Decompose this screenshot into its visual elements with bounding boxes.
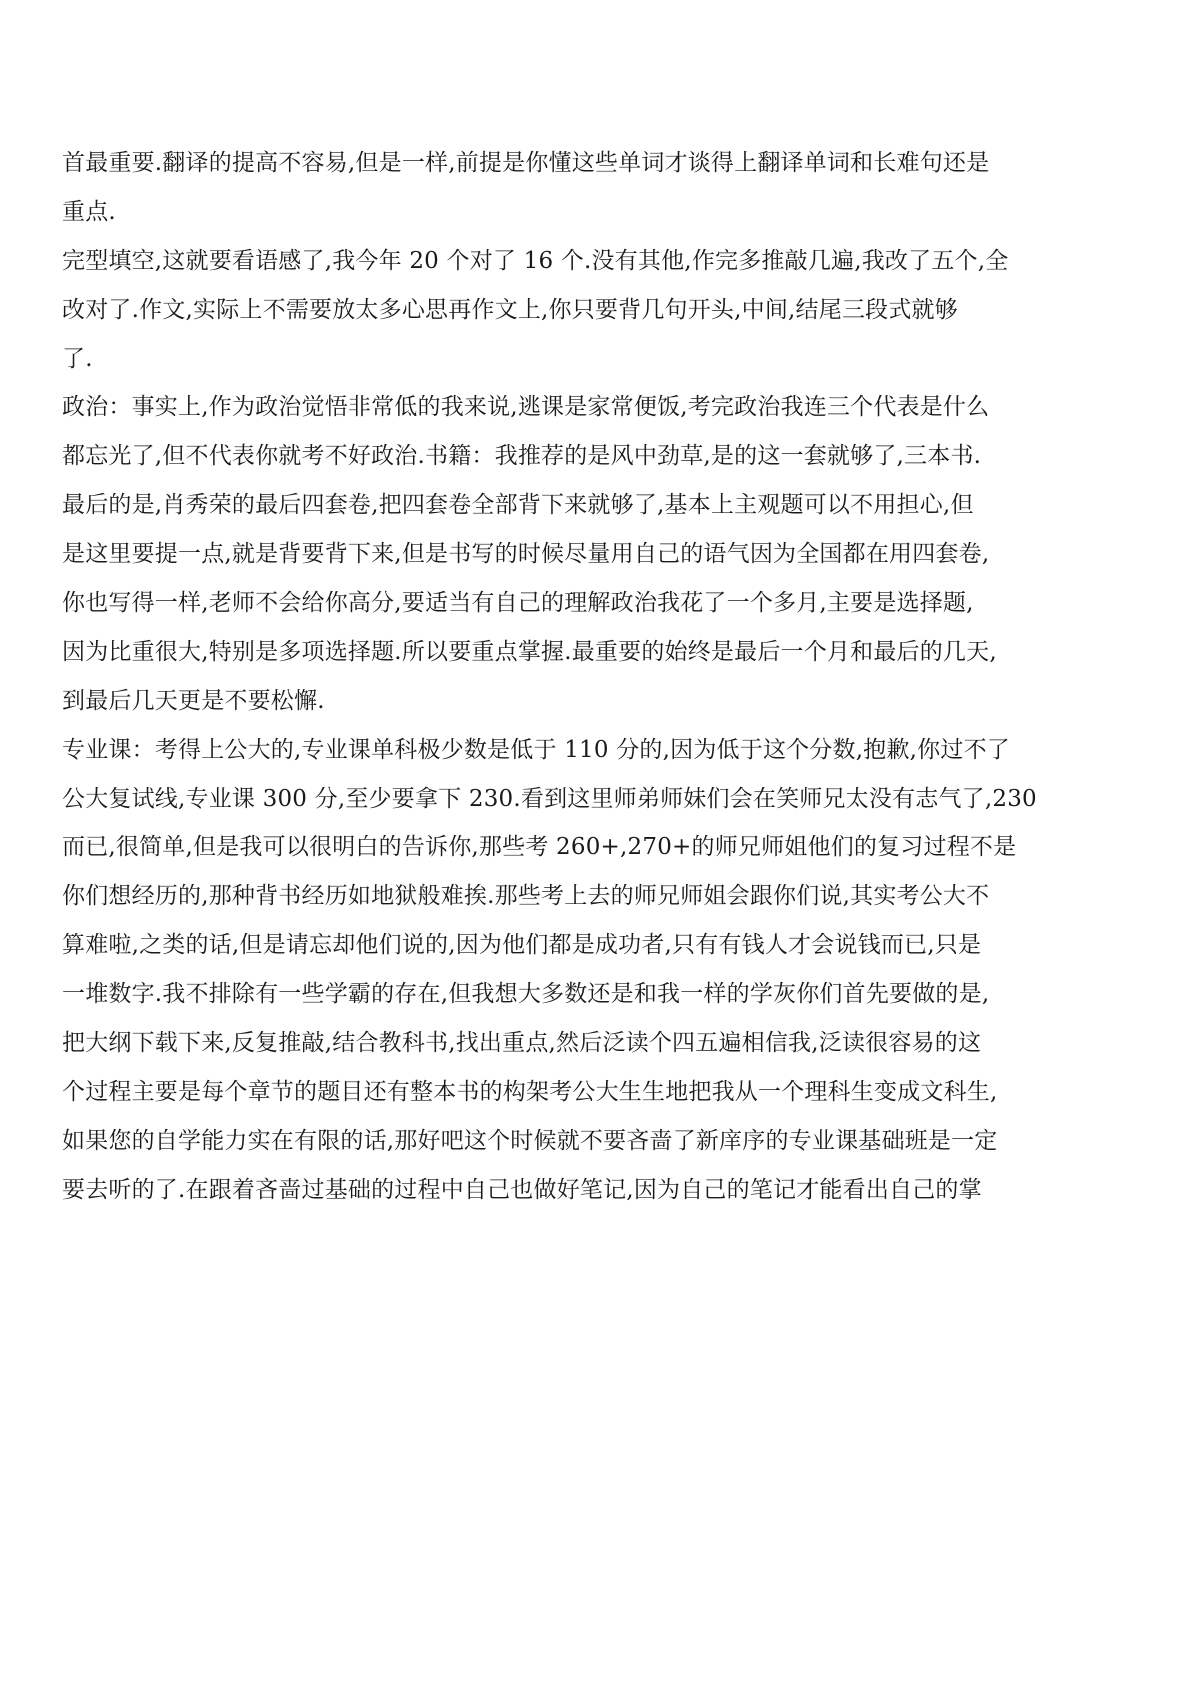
text-line: 把大纲下载下来,反复推敲,结合教科书,找出重点,然后泛读个四五遍相信我,泛读很容易的这 (62, 1030, 982, 1057)
text-line: 你也写得一样,老师不会给你高分,要适当有自己的理解政治我花了一个多月,主要是选择题, (62, 590, 974, 617)
text-line: 到最后几天更是不要松懈. (62, 687, 325, 714)
text-line: 个过程主要是每个章节的题目还有整本书的构架考公大生生地把我从一个理科生变成文科生, (62, 1078, 998, 1105)
text-line: 要去听的了.在跟着吝啬过基础的过程中自己也做好笔记,因为自己的笔记才能看出自己的掌 (62, 1176, 982, 1203)
text-line: 了. (62, 345, 93, 372)
text-line: 都忘光了,但不代表你就考不好政治.书籍：我推荐的是风中劲草,是的这一套就够了,三本书. (62, 443, 982, 470)
text-line: 是这里要提一点,就是背要背下来,但是书写的时候尽量用自己的语气因为全国都在用四套卷, (62, 541, 990, 568)
text-line: 公大复试线,专业课 300 分,至少要拿下 230.看到这里师弟师妹们会在笑师兄太没有志气了,230 (62, 785, 1037, 812)
text-line: 最后的是,肖秀荣的最后四套卷,把四套卷全部背下来就够了,基本上主观题可以不用担心,但 (62, 492, 974, 519)
text-line: 算难啦,之类的话,但是请忘却他们说的,因为他们都是成功者,只有有钱人才会说钱而已,只是 (62, 932, 982, 959)
text-line: 首最重要.翻译的提高不容易,但是一样,前提是你懂这些单词才谈得上翻译单词和长难句还是 (62, 150, 990, 176)
text-line: 完型填空,这就要看语感了,我今年 20 个对了 16 个.没有其他,作完多推敲几遍,我改了五个,全 (62, 247, 1009, 274)
text-line: 你们想经历的,那种背书经历如地狱般难挨.那些考上去的师兄师姐会跟你们说,其实考公大不 (62, 883, 990, 910)
text-line: 而已,很简单,但是我可以很明白的告诉你,那些考 260+,270+的师兄师姐他们的复习过程不是 (62, 834, 1017, 861)
document-page (62, 139, 1134, 1215)
text-line: 重点. (62, 198, 116, 225)
text-line: 因为比重很大,特别是多项选择题.所以要重点掌握.最重要的始终是最后一个月和最后的几天, (62, 638, 997, 665)
text-line: 改对了.作文,实际上不需要放太多心思再作文上,你只要背几句开头,中间,结尾三段式就够 (62, 296, 958, 323)
text-line: 如果您的自学能力实在有限的话,那好吧这个时候就不要吝啬了新庠序的专业课基础班是一定 (62, 1127, 998, 1154)
text-line: 一堆数字.我不排除有一些学霸的存在,但我想大多数还是和我一样的学灰你们首先要做的是, (62, 981, 990, 1008)
text-line: 政治：事实上,作为政治觉悟非常低的我来说,逃课是家常便饭,考完政治我连三个代表是什么 (62, 394, 990, 421)
text-line: 专业课：考得上公大的,专业课单科极少数是低于 110 分的,因为低于这个分数,抱歉,你过不了 (62, 736, 1010, 763)
